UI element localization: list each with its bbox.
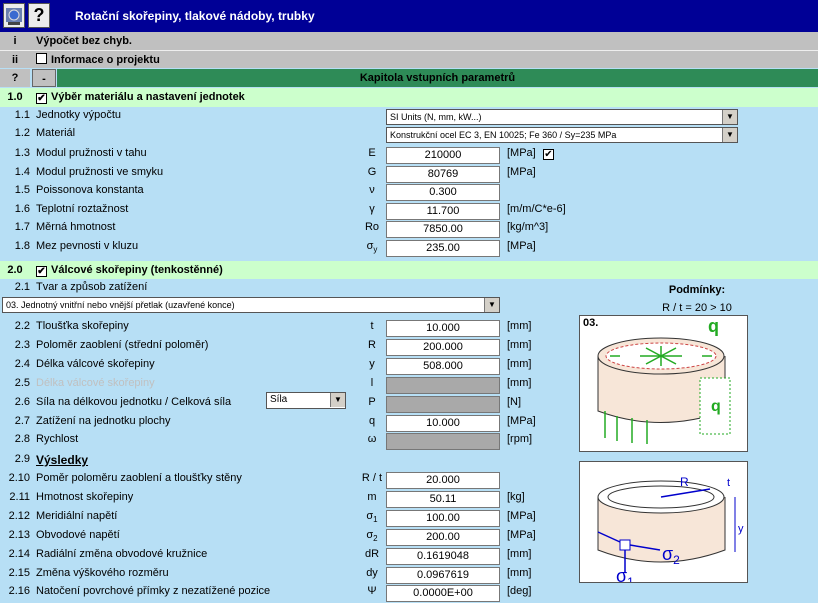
param-label: Poissonova konstanta [36, 184, 144, 196]
param-value-field[interactable]: 0.0000E+00 [386, 585, 500, 602]
row-number: 2.6 [14, 395, 30, 408]
results-title: Výsledky [36, 453, 89, 467]
sigma2-label: $\sigma_2$ [662, 544, 680, 567]
load-label: Tvar a způsob zatížení [36, 281, 148, 293]
param-value-field[interactable]: 0.0967619 [386, 567, 500, 584]
project-info-checkbox[interactable] [36, 53, 47, 64]
chevron-down-icon[interactable]: ▼ [722, 110, 737, 124]
units-row [0, 109, 818, 127]
row-number: 2.5 [14, 376, 30, 389]
param-symbol: R [368, 338, 376, 351]
row-number: 1.8 [14, 239, 30, 252]
param-unit: [MPa] [507, 239, 536, 252]
param-symbol: R / t [361, 472, 383, 484]
title-bar [0, 0, 818, 32]
param-value-field[interactable]: 200.000 [386, 339, 500, 356]
row-number: 1.6 [14, 202, 30, 215]
param-label: Meridiální napětí [36, 509, 118, 522]
param-unit: [kg] [507, 490, 525, 503]
param-value-field[interactable]: 0.300 [386, 184, 500, 201]
param-label: Síla na délkovou jednotku / Celková síla [36, 395, 232, 408]
param-row [0, 240, 818, 258]
param-value-field[interactable]: 10.000 [386, 320, 500, 337]
param-row [0, 203, 818, 221]
param-symbol: $\sigma_1$ [366, 509, 378, 524]
chevron-down-icon[interactable]: ▼ [722, 128, 737, 142]
param-unit: [deg] [507, 585, 532, 598]
status-text: Výpočet bez chyb. [36, 35, 132, 47]
row-number: ? [0, 69, 30, 87]
row-number: i [13, 35, 17, 47]
section-2-title: Válcové skořepiny (tenkostěnné) [51, 264, 223, 276]
param-label: Tloušťka skořepiny [36, 320, 129, 332]
param-value-field[interactable]: 100.00 [386, 510, 500, 527]
row-number: 2.2 [14, 320, 30, 332]
units-label: Jednotky výpočtu [36, 109, 121, 121]
param-symbol: ω [367, 433, 377, 446]
param-row [0, 184, 818, 202]
row-number: 2.10 [8, 472, 30, 484]
param-symbol: dy [366, 566, 378, 579]
param-label: Modul pružnosti v tahu [36, 147, 147, 159]
param-unit: [MPa] [507, 509, 536, 522]
param-symbol: γ [369, 202, 375, 215]
row-number: 2.7 [14, 414, 30, 427]
param-unit: [m/m/C*e-6] [507, 202, 566, 215]
param-value-field[interactable]: 50.11 [386, 491, 500, 508]
row-number: 1.1 [14, 109, 30, 121]
row-number: 1.4 [14, 165, 30, 178]
param-unit: [N] [507, 395, 522, 408]
param-symbol: P [368, 395, 376, 408]
row-number: 1.7 [14, 221, 30, 233]
param-symbol: dR [364, 547, 380, 560]
chapter-title: Kapitola vstupních parametrů [57, 69, 818, 87]
cylinder-stress-icon [580, 462, 747, 582]
param-label: Poměr poloměru zaoblení a tloušťky stěny [36, 472, 242, 484]
window-title: Rotační skořepiny, tlakové nádoby, trubky [75, 9, 315, 23]
param-label: Měrná hmotnost [36, 221, 116, 233]
param-symbol: Ro [364, 221, 380, 233]
thickness-label: t [727, 477, 731, 489]
project-info-row [0, 50, 818, 68]
row-number: 1.5 [14, 184, 30, 196]
param-symbol: m [367, 490, 377, 503]
row-number: 1.2 [14, 127, 30, 139]
conditions-text: R / t = 20 > 10 [662, 302, 732, 314]
param-row [0, 147, 818, 165]
param-label: Modul pružnosti ve smyku [36, 165, 164, 178]
param-symbol: Ψ [367, 585, 377, 598]
project-info-label: Informace o projektu [51, 54, 160, 66]
param-unit: [MPa] [507, 414, 536, 427]
row-number: 2.4 [14, 357, 30, 370]
row-number: 2.13 [8, 528, 30, 541]
conditions-title: Podmínky: [668, 284, 726, 296]
param-unit: [MPa] [507, 528, 536, 541]
param-value-field[interactable] [386, 396, 500, 413]
param-unit: [kg/m^3] [507, 221, 549, 233]
row-number: 2.8 [14, 433, 30, 446]
height-label: y [738, 523, 744, 535]
param-label: Délka válcové skořepiny [36, 357, 155, 370]
row-number: 2.14 [8, 547, 30, 560]
row-number: 1.3 [14, 147, 30, 159]
row-number: 2.11 [9, 490, 30, 503]
pressure-q-label: q [711, 398, 721, 415]
param-value-field[interactable]: 200.00 [386, 529, 500, 546]
param-unit: [rpm] [507, 433, 533, 446]
param-value-field[interactable]: 7850.00 [386, 221, 500, 238]
param-value-field[interactable]: 508.000 [386, 358, 500, 375]
param-label: Teplotní roztažnost [36, 202, 129, 215]
param-symbol: q [368, 414, 376, 427]
param-label: Rychlost [36, 433, 79, 446]
units-select[interactable] [386, 109, 738, 125]
app-logo-icon[interactable] [3, 3, 25, 28]
param-label: Délka válcové skořepiny [36, 376, 155, 389]
param-symbol: y [369, 357, 375, 370]
cylinder-pressure-icon [580, 316, 747, 451]
section-1-checkbox[interactable]: ✔ [37, 93, 46, 104]
param-checkbox[interactable]: ✔ [544, 149, 553, 160]
param-row [0, 585, 818, 603]
param-unit: [mm] [507, 357, 532, 370]
param-value-field[interactable]: 10.000 [386, 415, 500, 432]
chapter-header [0, 69, 818, 87]
row-number: ii [11, 54, 19, 66]
help-button[interactable]: ? [28, 3, 50, 28]
section-1-header [0, 88, 818, 107]
section-1-title: Výběr materiálu a nastavení jednotek [51, 91, 245, 103]
material-select[interactable] [386, 127, 738, 143]
section-2-checkbox[interactable]: ✔ [37, 266, 46, 277]
param-value-field[interactable]: 11.700 [386, 203, 500, 220]
section-2-header [0, 261, 818, 279]
param-symbol: t [370, 320, 374, 332]
load-value: 03. Jednotný vnitřní nebo vnější přetlak (uzavřené konce) [6, 300, 235, 310]
param-label: Mez pevnosti v kluzu [36, 239, 139, 252]
load-diagram [579, 315, 748, 452]
chevron-down-icon[interactable]: ▼ [330, 393, 345, 407]
param-value-field[interactable]: 235.00 [386, 240, 500, 257]
stress-diagram [579, 461, 748, 583]
param-value-field[interactable]: 20.000 [386, 472, 500, 489]
param-value-field[interactable]: 210000 [386, 147, 500, 164]
param-unit: [mm] [507, 566, 532, 579]
radius-label: R [680, 475, 689, 489]
param-symbol: ν [369, 184, 375, 196]
load-select[interactable] [2, 297, 500, 313]
row-number: 1.0 [7, 91, 23, 103]
row-number: 2.1 [14, 281, 30, 293]
param-label: Poloměr zaoblení (střední poloměr) [36, 338, 209, 351]
param-label: Hmotnost skořepiny [36, 490, 134, 503]
param-symbol: $\sigma_2$ [366, 528, 378, 543]
param-symbol: l [370, 376, 374, 389]
param-label: Natočení povrchové přímky z nezatížené pozice [36, 585, 271, 598]
param-label: Zatížení na jednotku plochy [36, 414, 171, 427]
param-value-field[interactable] [386, 433, 500, 450]
sigma1-label: $\sigma_1$ [616, 566, 634, 582]
param-unit: [mm] [507, 338, 532, 351]
param-unit: [MPa] [507, 165, 536, 178]
param-unit: [MPa] [507, 147, 536, 159]
units-value: SI Units (N, mm, kW...) [390, 112, 482, 122]
param-label: Obvodové napětí [36, 528, 120, 541]
row-number: 2.15 [8, 566, 30, 579]
param-unit: [mm] [507, 320, 532, 332]
status-row [0, 32, 818, 50]
param-symbol: G [367, 165, 377, 178]
param-value-field[interactable] [386, 377, 500, 394]
row-number: 2.16 [8, 585, 30, 598]
row-number: 2.12 [8, 509, 30, 522]
material-value: Konstrukční ocel EC 3, EN 10025; Fe 360 / Sy=235 MPa [390, 130, 617, 140]
force-mode-value: Síla [270, 394, 288, 405]
material-label: Materiál [36, 127, 76, 139]
param-row [0, 166, 818, 184]
param-symbol: $\sigma_y$ [366, 239, 378, 254]
row-number: 2.0 [7, 264, 23, 276]
param-row [0, 221, 818, 239]
param-label: Radiální změna obvodové kružnice [36, 547, 208, 560]
param-unit: [mm] [507, 376, 532, 389]
force-mode-select[interactable] [266, 392, 346, 409]
param-label: Změna výškového rozměru [36, 566, 169, 579]
material-row [0, 127, 818, 145]
param-unit: [mm] [507, 547, 532, 560]
param-value-field[interactable]: 80769 [386, 166, 500, 183]
diagram-label: 03. [583, 317, 599, 329]
row-number: 2.9 [14, 453, 30, 465]
collapse-button[interactable]: - [32, 69, 56, 87]
param-symbol: E [368, 147, 376, 159]
row-number: 2.3 [14, 338, 30, 351]
pressure-q-label: q [708, 316, 719, 336]
param-value-field[interactable]: 0.1619048 [386, 548, 500, 565]
chevron-down-icon[interactable]: ▼ [484, 298, 499, 312]
